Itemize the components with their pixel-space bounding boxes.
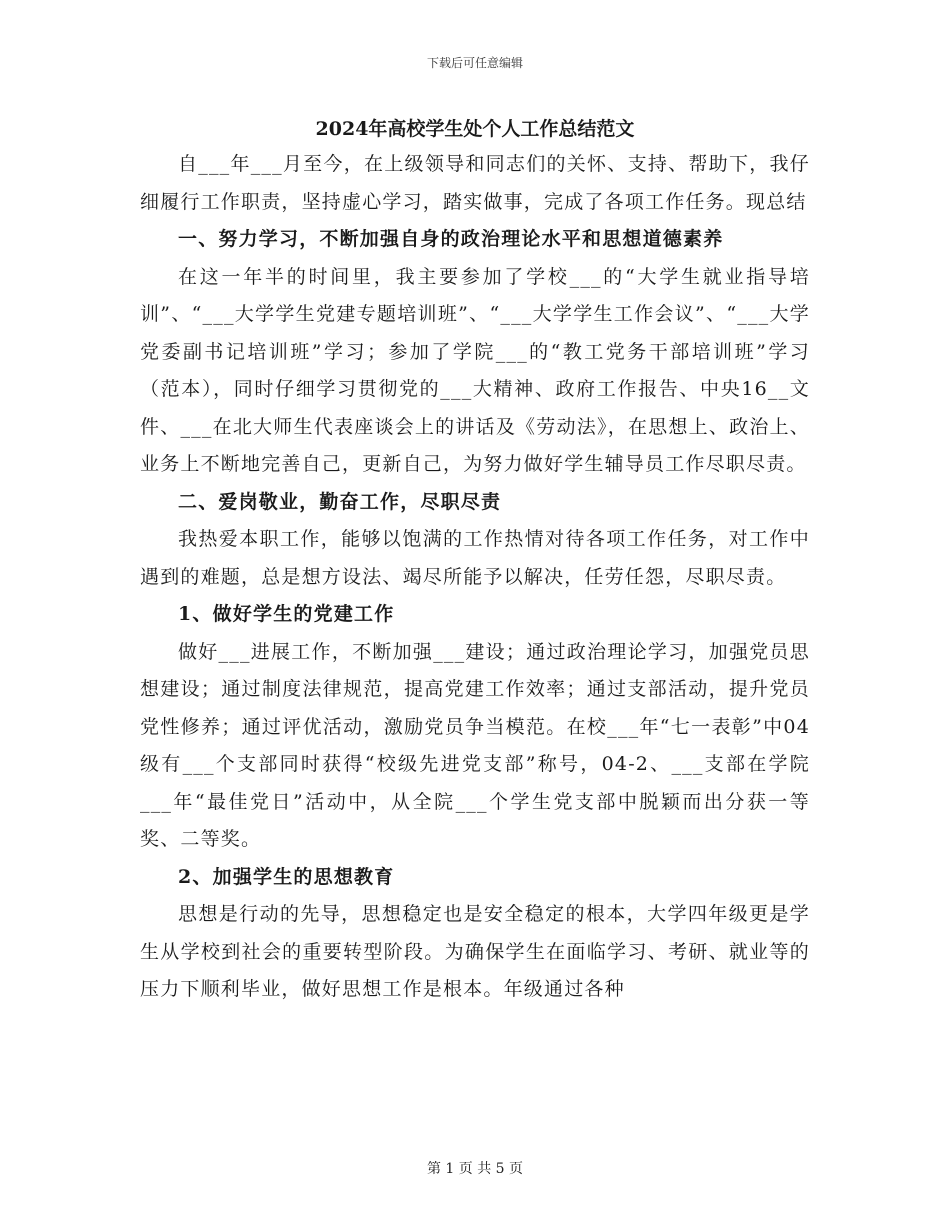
paragraph-dedication: 我热爱本职工作，能够以饱满的工作热情对待各项工作任务，对工作中遇到的难题，总是想方设法、竭尽所能予以解决，任劳任怨，尽职尽责。: [140, 528, 810, 588]
subsection-heading-party: 1、做好学生的党建工作: [178, 603, 395, 625]
section-heading-1: 一、努力学习，不断加强自身的政治理论水平和思想道德素养: [178, 228, 724, 250]
document-body: [140, 112, 810, 1009]
paragraph-study: 在这一年半的时间里，我主要参加了学校___的“大学生就业指导培训”、“___大学学生党建专题培训班”、“___大学学生工作会议”、“___大学党委副书记培训班”学习；参加了学院___的“教工党务干部培训班”学习（范本），同时仔细学习贯彻党的___大精神、政府工作报告、中央16__文件、___在北大师生代表座谈会上的讲话及《劳动法》，在思想上、政治上、业务上不断地完善自己，更新自己，为努力做好学生辅导员工作尽职尽责。: [140, 265, 810, 475]
paragraph-ideology: 思想是行动的先导，思想稳定也是安全稳定的根本，大学四年级更是学生从学校到社会的重要转型阶段。为确保学生在面临学习、考研、就业等的压力下顺利毕业，做好思想工作是根本。年级通过各种: [140, 903, 810, 1000]
document-title: 2024年高校学生处个人工作总结范文: [315, 118, 635, 140]
header-note: 下载后可任意编辑: [426, 56, 523, 70]
paragraph-party-building: 做好___进展工作，不断加强___建设；通过政治理论学习，加强党员思想建设；通过制度法律规范，提高党建工作效率；通过支部活动，提升党员党性修养；通过评优活动，激励党员争当模范。在校___年“七一表彰”中04级有___个支部同时获得“校级先进党支部”称号，04-2、___支部在学院___年“最佳党日”活动中，从全院___个学生党支部中脱颖而出分获一等奖、二等奖。: [140, 640, 810, 850]
paragraph-intro: 自___年___月至今，在上级领导和同志们的关怀、支持、帮助下，我仔细履行工作职责，坚持虚心学习，踏实做事，完成了各项工作任务。现总结: [140, 153, 810, 213]
page-number-footer: 第 1 页 共 5 页: [426, 1161, 524, 1177]
subsection-heading-ideology: 2、加强学生的思想教育: [178, 865, 395, 888]
section-heading-2: 二、爱岗敬业，勤奋工作，尽职尽责: [178, 490, 502, 513]
